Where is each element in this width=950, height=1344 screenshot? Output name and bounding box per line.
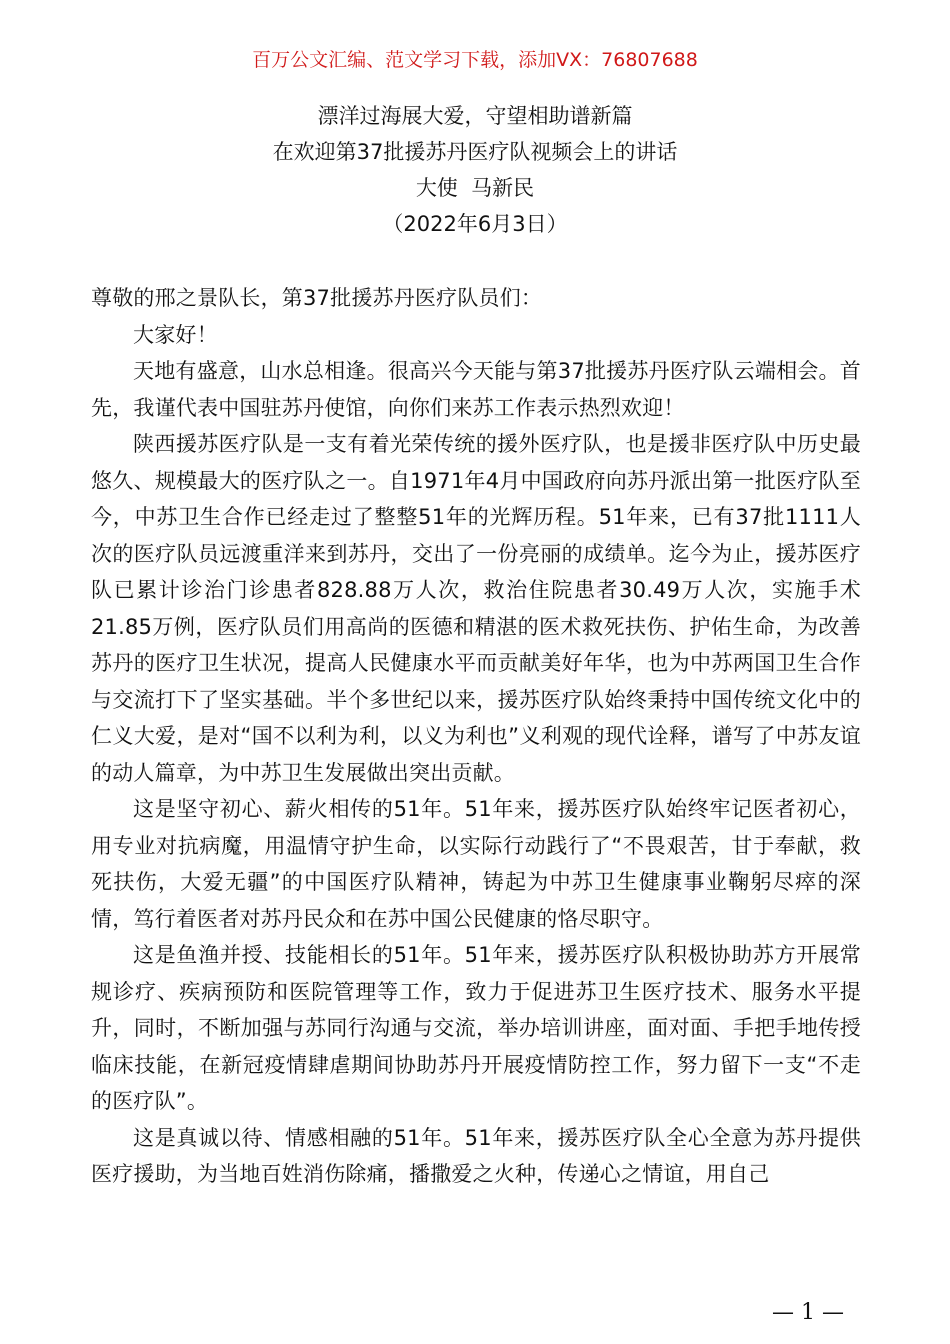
paragraph: 这是坚守初心、薪火相传的51年。51年来，援苏医疗队始终牢记医者初心，用专业对抗病魔，用温情守护生命，以实际行动践行了“不畏艰苦，甘于奉献，救死扶伤，大爱无疆”的中国医疗队精神，铸起为中苏卫生健康事业鞠躬尽瘁的深情，笃行着医者对苏丹民众和在苏中国公民健康的恪尽职守。 [91,797,861,931]
title-block [0,98,950,242]
salutation: 尊敬的邢之景队长，第37批援苏丹医疗队员们： [91,286,543,310]
promo-banner: 百万公文汇编、范文学习下载，添加VX：76807688 [252,49,698,71]
page-number: — 1 — [772,1300,844,1325]
sub-title: 在欢迎第37批援苏丹医疗队视频会上的讲话 [272,140,678,164]
speech-body [91,280,861,1193]
paragraph: 天地有盛意，山水总相逢。很高兴今天能与第37批援苏丹医疗队云端相会。首先，我谨代表中国驻苏丹使馆，向你们来苏工作表示热烈欢迎！ [91,359,861,420]
paragraph: 陕西援苏医疗队是一支有着光荣传统的援外医疗队，也是援非医疗队中历史最悠久、规模最大的医疗队之一。自1971年4月中国政府向苏丹派出第一批医疗队至今，中苏卫生合作已经走过了整整51年的光辉历程。51年来，已有37批1111人次的医疗队员远渡重洋来到苏丹，交出了一份亮丽的成绩单。迄今为止，援苏医疗队已累计诊治门诊患者828.88万人次，救治住院患者30.49万人次，实施手术21.85万例，医疗队员们用高尚的医德和精湛的医术救死扶伤、护佑生命，为改善苏丹的医疗卫生状况，提高人民健康水平而贡献美好年华，也为中苏两国卫生合作与交流打下了坚实基础。半个多世纪以来，援苏医疗队始终秉持中国传统文化中的仁义大爱，是对“国不以利为利，以义为利也”义利观的现代诠释，谱写了中苏友谊的动人篇章，为中苏卫生发展做出突出贡献。 [91,432,861,785]
greeting: 大家好！ [133,322,218,347]
speaker-line: 大使 马新民 [415,176,535,200]
date-line: （2022年6月3日） [382,212,568,236]
paragraph: 这是真诚以待、情感相融的51年。51年来，援苏医疗队全心全意为苏丹提供医疗援助，为当地百姓消伤除痛，播撒爱之火种，传递心之情谊，用自己 [91,1125,861,1186]
main-title: 漂洋过海展大爱，守望相助谱新篇 [317,104,633,128]
paragraph: 这是鱼渔并授、技能相长的51年。51年来，援苏医疗队积极协助苏方开展常规诊疗、疾病预防和医院管理等工作，致力于促进苏卫生医疗技术、服务水平提升，同时，不断加强与苏同行沟通与交流，举办培训讲座，面对面、手把手地传授临床技能，在新冠疫情肆虐期间协助苏丹开展疫情防控工作，努力留下一支“不走的医疗队”。 [91,943,861,1113]
